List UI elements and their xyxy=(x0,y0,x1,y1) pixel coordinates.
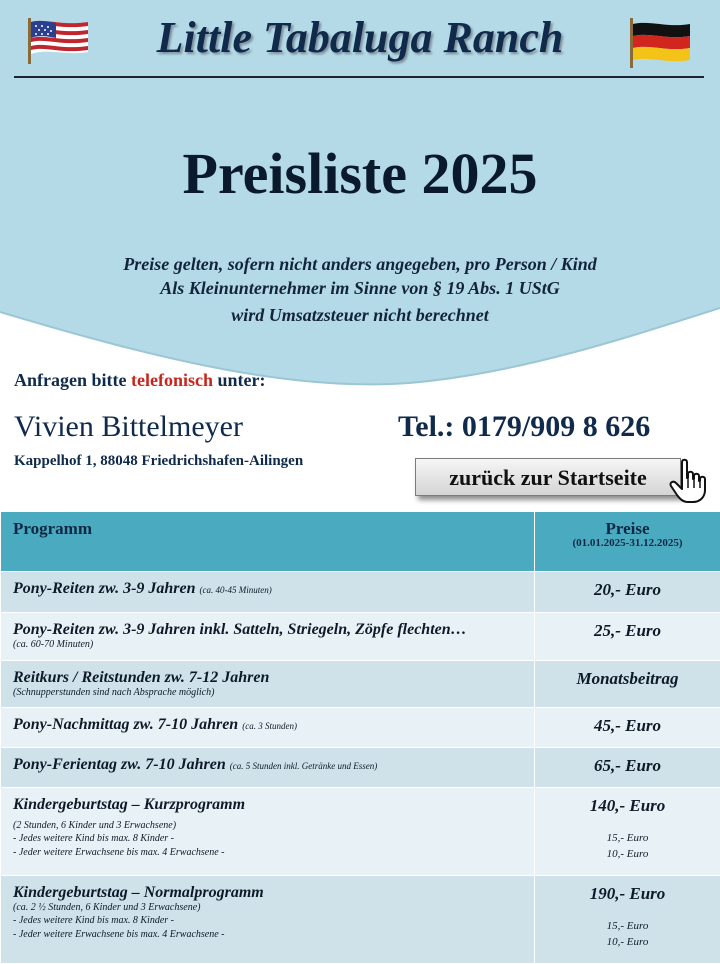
program-name: Reitkurs / Reitstunden zw. 7-12 Jahren xyxy=(13,669,269,686)
program-name: Kindergeburtstag – Kurzprogramm xyxy=(13,796,245,813)
program-price: 25,- Euro xyxy=(535,613,720,661)
site-title: Little Tabaluga Ranch xyxy=(0,12,720,63)
program-extra: - Jeder weitere Erwachsene bis max. 4 Erwachsene - xyxy=(13,846,534,860)
subtitle-line-1: Preise gelten, sofern nicht anders angegeben, pro Person / Kind xyxy=(0,254,720,275)
contact-note xyxy=(14,370,265,391)
extra-price: 10,- Euro xyxy=(535,846,720,862)
extra-price: 15,- Euro xyxy=(535,918,720,934)
program-price: 45,- Euro xyxy=(535,708,720,748)
program-price: 190,- Euro xyxy=(590,884,666,903)
program-duration: (ca. 5 Stunden inkl. Getränke und Essen) xyxy=(230,761,377,771)
program-duration: (ca. 40-45 Minuten) xyxy=(200,585,272,595)
contact-name: Vivien Bittelmeyer xyxy=(14,410,243,444)
contact-note-prefix: Anfragen bitte xyxy=(14,370,131,390)
program-extra: - Jedes weitere Kind bis max. 8 Kinder - xyxy=(13,832,534,846)
table-row xyxy=(1,748,720,788)
program-price: Monatsbeitrag xyxy=(535,661,720,708)
subtitle-line-2: Als Kleinunternehmer im Sinne von § 19 Abs. 1 UStG xyxy=(0,278,720,299)
program-name: Pony-Reiten zw. 3-9 Jahren inkl. Satteln, Striegeln, Zöpfe flechten… xyxy=(13,621,467,638)
contact-address: Kappelhof 1, 88048 Friedrichshafen-Ailingen xyxy=(14,453,303,470)
program-price: 20,- Euro xyxy=(535,572,720,613)
contact-note-suffix: unter: xyxy=(213,370,266,390)
german-flag-icon xyxy=(628,16,694,70)
table-row xyxy=(1,613,720,661)
program-note: (ca. 60-70 Minuten) xyxy=(13,639,534,651)
price-table xyxy=(0,511,720,964)
column-header-program: Programm xyxy=(1,512,535,572)
program-price: 65,- Euro xyxy=(535,748,720,788)
program-name: Kindergeburtstag – Normalprogramm xyxy=(13,884,264,901)
program-duration: (ca. 3 Stunden) xyxy=(242,721,297,731)
pointing-hand-icon[interactable] xyxy=(668,458,712,504)
program-note: (ca. 2 ½ Stunden, 6 Kinder und 3 Erwachsene) xyxy=(13,902,534,914)
us-flag-icon xyxy=(26,16,92,66)
title-divider xyxy=(14,76,704,78)
contact-note-highlight: telefonisch xyxy=(131,370,213,390)
table-row xyxy=(1,661,720,708)
subtitle-line-3: wird Umsatzsteuer nicht berechnet xyxy=(0,305,720,326)
back-to-home-button[interactable]: zurück zur Startseite xyxy=(415,458,681,496)
program-name: Pony-Reiten zw. 3-9 Jahren xyxy=(13,580,196,597)
extra-price: 10,- Euro xyxy=(535,934,720,950)
table-row xyxy=(1,708,720,748)
contact-phone: Tel.: 0179/909 8 626 xyxy=(398,410,650,444)
column-header-price xyxy=(535,512,720,572)
price-header-range: (01.01.2025-31.12.2025) xyxy=(535,537,720,549)
program-price: 140,- Euro xyxy=(590,796,666,815)
program-name: Pony-Ferientag zw. 7-10 Jahren xyxy=(13,756,226,773)
table-row xyxy=(1,572,720,613)
program-extra: - Jedes weitere Kind bis max. 8 Kinder - xyxy=(13,914,534,928)
program-extra: - Jeder weitere Erwachsene bis max. 4 Erwachsene - xyxy=(13,928,534,942)
program-name: Pony-Nachmittag zw. 7-10 Jahren xyxy=(13,716,238,733)
table-row xyxy=(1,788,720,876)
extra-price: 15,- Euro xyxy=(535,830,720,846)
page-title: Preisliste 2025 xyxy=(0,140,720,207)
price-header-label: Preise xyxy=(605,519,649,538)
program-note: (2 Stunden, 6 Kinder und 3 Erwachsene) xyxy=(13,820,534,832)
table-row xyxy=(1,876,720,964)
program-note: (Schnupperstunden sind nach Absprache möglich) xyxy=(13,687,534,699)
